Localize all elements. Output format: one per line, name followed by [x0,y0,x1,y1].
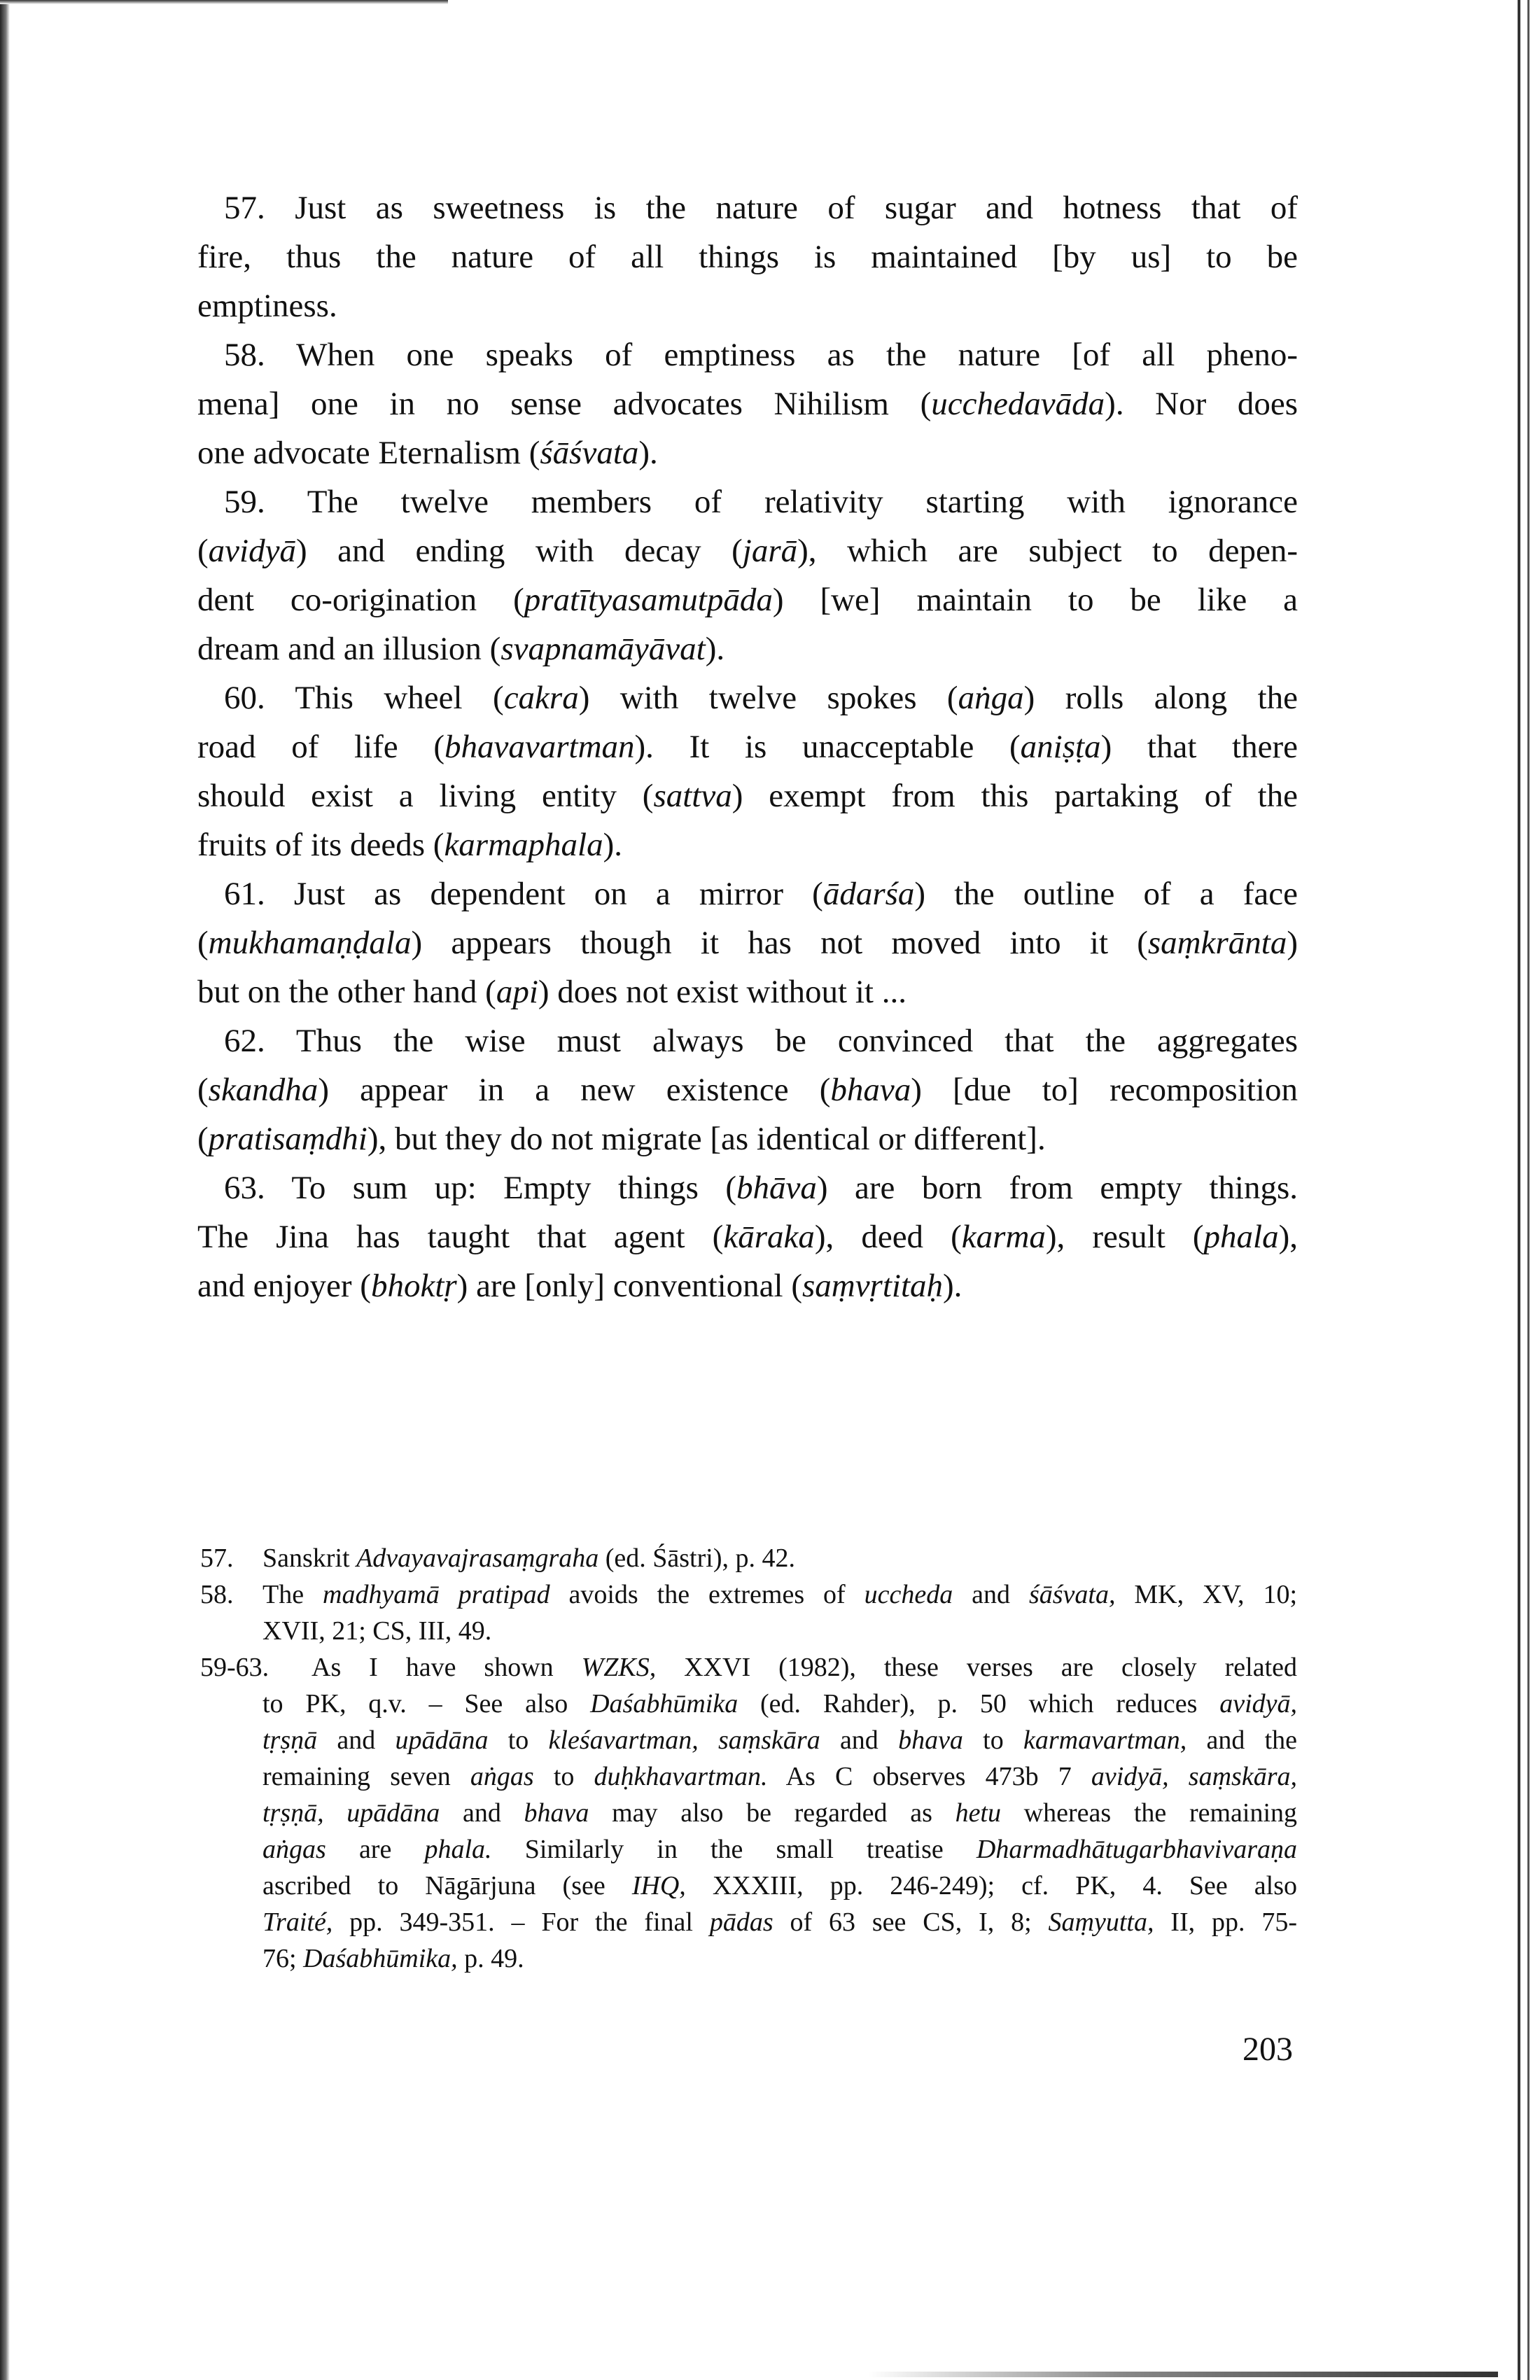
text-run: ) [due to] recomposition [911,1072,1298,1108]
text-run: ) does not exist without it ... [538,974,906,1010]
text-run: ) that there [1100,729,1298,765]
italic-term: jarā [742,533,798,569]
text-run: road of life ( [197,729,444,765]
verse-paragraph [197,1016,1298,1163]
italic-term: bhoktṛ [370,1268,457,1304]
text-run: ). [705,631,725,667]
text-run: ), result ( [1045,1219,1204,1255]
text-run: ) appears though it has not moved into it ( [411,925,1148,961]
italic-term: skandha [208,1072,318,1108]
italic-term: saṃvṛtitaḥ [802,1268,944,1304]
italic-term: Dharmadhātugarbhavivaraṇa [976,1835,1297,1864]
text-run: ) rolls along the [1023,680,1298,716]
text-line [197,526,1298,575]
text-line [262,1686,1297,1722]
italic-term: avidyā [208,533,296,569]
text-run: 62. Thus the wise must always be convinced that the aggregates [224,1023,1298,1059]
text-run: and [820,1726,899,1755]
italic-term: pratisaṃdhi [208,1121,368,1157]
italic-term: kāraka [723,1219,815,1255]
text-run: ) and ending with decay ( [295,533,743,569]
text-line [197,722,1298,771]
text-run: fire, thus the nature of all things is maintained [by us] to be [197,239,1298,275]
verse-paragraph [197,673,1298,869]
text-run: ( [197,1121,209,1157]
main-text [197,183,1298,1310]
italic-term: karma [961,1219,1046,1255]
text-line [197,918,1298,967]
footnote-number: 57. [200,1544,234,1573]
footnote [200,1576,1298,1649]
verse-paragraph [197,330,1298,477]
text-run: remaining seven [262,1762,470,1791]
text-line [197,1114,1298,1163]
italic-term: madhyamā pratipad [323,1580,550,1609]
italic-term: uccheda [864,1580,953,1609]
text-line [262,1540,1297,1576]
text-run: ) exempt from this partaking of the [732,778,1298,814]
italic-term: ucchedavāda [931,386,1105,422]
text-line [197,330,1298,379]
text-line [197,1212,1298,1261]
text-run: II, pp. 75- [1154,1907,1297,1937]
text-run: ( [197,925,209,961]
text-run: ), which are subject to depen- [797,533,1298,569]
text-line [262,1831,1297,1868]
italic-term: saṃkrānta [1147,925,1287,961]
text-run: pp. 349-351. – For the final [332,1907,710,1937]
text-run: XVII, 21; CS, III, 49. [262,1616,492,1646]
text-line [262,1649,1297,1686]
text-run: and [440,1798,524,1828]
text-line [262,1868,1297,1904]
italic-term: hetu [955,1798,1001,1828]
text-run: (ed. Rahder), p. 50 which reduces [738,1689,1220,1718]
italic-term: bhava [898,1726,963,1755]
text-run: ) with twelve spokes ( [578,680,958,716]
text-run: 60. This wheel ( [224,680,504,716]
text-run: MK, XV, 10; [1115,1580,1298,1609]
text-run: ). [638,435,658,471]
italic-term: bhava [524,1798,589,1828]
scan-left-edge-shadow [0,0,10,2380]
text-run: ) the outline of a face [914,876,1298,912]
text-run: and the [1186,1726,1298,1755]
footnote [200,1649,1298,1977]
italic-term: Advayavajrasaṃgraha [356,1544,599,1573]
text-line [197,281,1298,330]
italic-term: Daśabhūmika [590,1689,738,1718]
text-run: ). It is unacceptable ( [634,729,1021,765]
text-run: ). Nor does [1105,386,1298,422]
text-run: ) are [only] conventional ( [456,1268,802,1304]
text-run: of 63 see CS, I, 8; [773,1907,1049,1937]
italic-term: duḥkhavartman. [594,1762,768,1791]
text-line [197,820,1298,869]
scan-top-edge-shadow [0,0,448,4]
text-run: ) appear in a new existence ( [318,1072,831,1108]
text-run: 61. Just as dependent on a mirror ( [224,876,823,912]
text-line [197,575,1298,624]
italic-term: śāśvata, [1028,1580,1116,1609]
italic-term: ādarśa [822,876,915,912]
italic-term: bhavavartman [444,729,635,765]
text-line [197,624,1298,673]
footnote-number: 58. [200,1580,234,1609]
text-run: and [953,1580,1029,1609]
italic-term: mukhamaṇḍala [208,925,412,961]
italic-term: api [496,974,538,1010]
italic-term: IHQ, [631,1871,686,1900]
text-run: 58. When one speaks of emptiness as the nature [of all pheno- [224,337,1298,373]
text-run: one advocate Eternalism ( [197,435,540,471]
italic-term: pādas [709,1907,774,1937]
italic-term: Saṃyutta, [1048,1907,1154,1937]
text-run: XXXIII, pp. 246-249); cf. PK, 4. See also [685,1871,1297,1900]
text-line [197,1163,1298,1212]
text-run: ) [1287,925,1298,961]
italic-term: sattva [653,778,732,814]
verse-paragraph [197,183,1298,330]
italic-term: phala [1203,1219,1279,1255]
text-line [262,1758,1297,1795]
text-line [262,1795,1297,1831]
text-run: whereas the remaining [1001,1798,1297,1828]
text-line [197,673,1298,722]
italic-term: karmaphala [444,827,603,863]
italic-term: cakra [503,680,579,716]
italic-term: Traité, [262,1907,333,1937]
text-run: ), but they do not migrate [as identical or different]. [367,1121,1046,1157]
italic-term: aniṣṭa [1020,729,1101,765]
text-run: may also be regarded as [589,1798,955,1828]
page-number: 203 [1242,2031,1293,2068]
italic-term: aṅga [958,680,1024,716]
text-line [197,232,1298,281]
italic-term: bhava [830,1072,911,1108]
text-run: The Jina has taught that agent ( [197,1219,724,1255]
text-run: ) are born from empty things. [816,1170,1298,1206]
italic-term: tṛṣṇā, upādāna [262,1798,440,1828]
text-run: dream and an illusion ( [197,631,501,667]
text-line [197,771,1298,820]
text-run: mena] one in no sense advocates Nihilism ( [197,386,932,422]
text-line [262,1576,1297,1613]
text-run: p. 49. [457,1944,524,1973]
text-run: to PK, q.v. – See also [262,1689,591,1718]
italic-term: bhāva [736,1170,817,1206]
italic-term: śāśvata [540,435,639,471]
verse-paragraph [197,869,1298,1016]
text-run: are [326,1835,425,1864]
italic-term: Daśabhūmika, [303,1944,458,1973]
text-run: ), deed ( [814,1219,962,1255]
text-run: 57. Just as sweetness is the nature of sugar and hotness that of [224,190,1298,226]
text-run: XXVI (1982), these verses are closely related [656,1653,1297,1682]
text-run: avoids the extremes of [550,1580,864,1609]
text-line [262,1613,1297,1649]
text-line [197,1261,1298,1310]
text-line [197,428,1298,477]
text-line [197,1016,1298,1065]
footnote [200,1540,1297,1576]
text-run: Sanskrit [262,1544,357,1573]
text-line [262,1940,1297,1977]
scan-right-edge-line [1527,0,1530,2380]
footnotes [200,1540,1298,1977]
scan-right-edge-line [1518,0,1520,2380]
italic-term: avidyā, [1219,1689,1297,1718]
text-line [197,379,1298,428]
text-run: fruits of its deeds ( [197,827,444,863]
text-run: As C observes 473b 7 [767,1762,1091,1791]
text-run: should exist a living entity ( [197,778,654,814]
text-run: and [317,1726,396,1755]
italic-term: kleśavartman, saṃskāra [548,1726,820,1755]
text-line [262,1904,1297,1940]
text-run: to [962,1726,1023,1755]
text-line [262,1722,1297,1758]
text-run: dent co-origination ( [197,582,524,618]
text-run: but on the other hand ( [197,974,496,1010]
text-run: to [488,1726,549,1755]
italic-term: phala. [424,1835,492,1864]
italic-term: aṅgas [262,1835,326,1864]
verse-paragraph [197,477,1298,673]
text-run: As I have shown [312,1653,582,1682]
footnote-number: 59-63. [200,1653,270,1682]
text-run: Similarly in the small treatise [491,1835,976,1864]
verse-paragraph [197,1163,1298,1310]
italic-term: svapnamāyāvat [500,631,706,667]
scan-bottom-edge-shadow [868,2372,1498,2377]
text-line [197,183,1298,232]
italic-term: karmavartman, [1023,1726,1187,1755]
text-run: 59. The twelve members of relativity starting with ignorance [224,484,1298,520]
text-run: ( [197,533,209,569]
text-run: ( [197,1072,209,1108]
text-run: (ed. Śāstri), p. 42. [598,1544,795,1573]
text-run: The [262,1580,323,1609]
text-run: and enjoyer ( [197,1268,371,1304]
text-run: to [533,1762,594,1791]
text-run: 76; [262,1944,304,1973]
italic-term: aṅgas [470,1762,534,1791]
italic-term: upādāna [395,1726,489,1755]
text-line [197,869,1298,918]
text-run: 63. To sum up: Empty things ( [224,1170,737,1206]
text-line [197,477,1298,526]
text-run: ). [943,1268,962,1304]
text-run: ), [1278,1219,1298,1255]
text-run: emptiness. [197,288,337,324]
italic-term: tṛṣṇā [262,1726,318,1755]
text-run: ). [603,827,622,863]
text-run: ascribed to Nāgārjuna (see [262,1871,632,1900]
text-line [197,1065,1298,1114]
text-line [197,967,1298,1016]
text-run: ) [we] maintain to be like a [772,582,1298,618]
italic-term: pratītyasamutpāda [524,582,773,618]
italic-term: avidyā, saṃskāra, [1091,1762,1297,1791]
italic-term: WZKS, [581,1653,657,1682]
